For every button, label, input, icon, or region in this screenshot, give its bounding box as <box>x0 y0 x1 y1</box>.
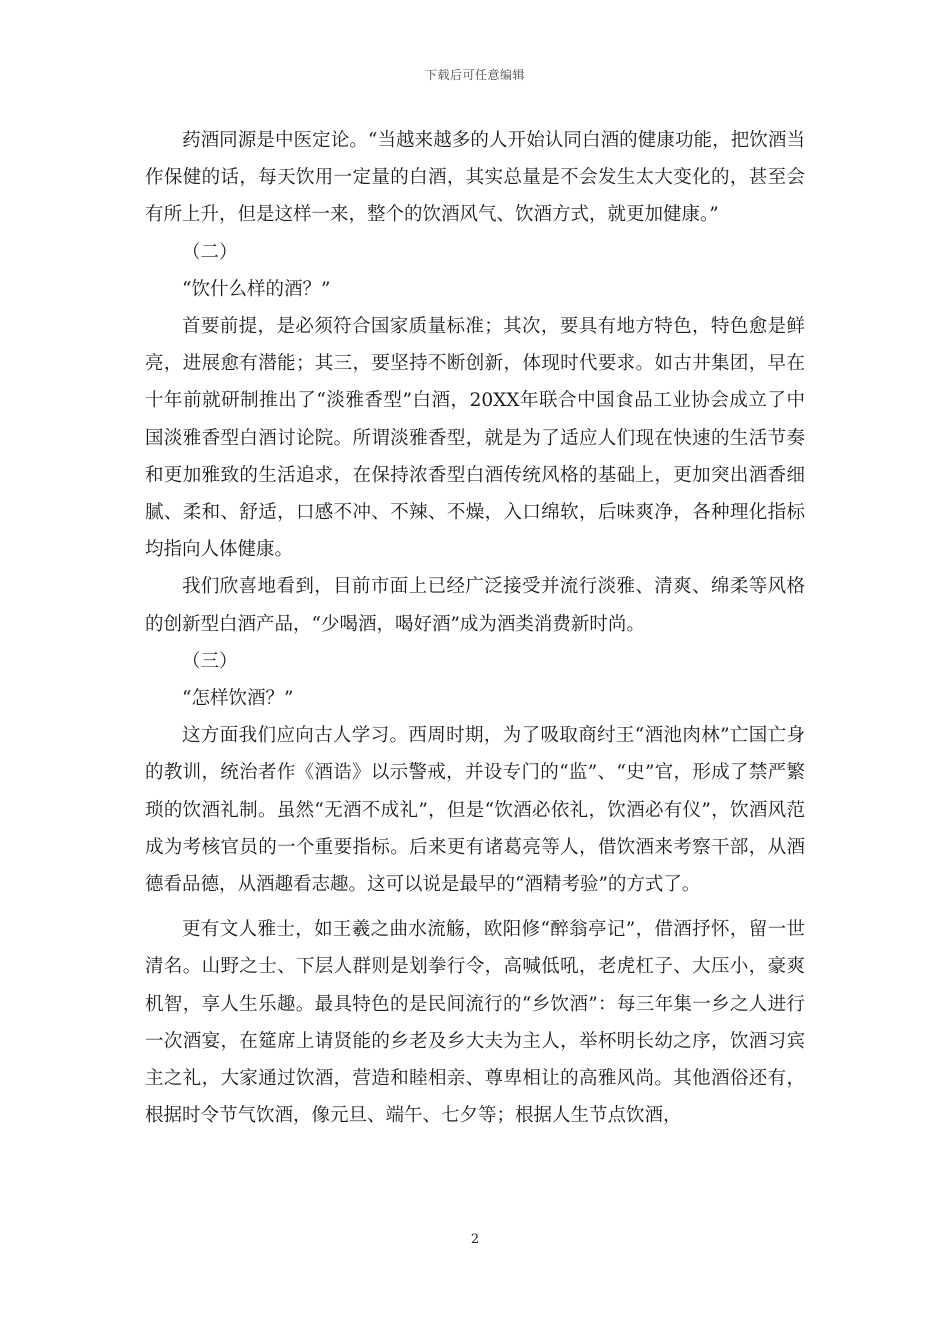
section-question-how-to-drink: “怎样饮酒？” <box>182 688 294 710</box>
paragraph-ancient-etiquette: 这方面我们应向古人学习。西周时期，为了吸取商纣王“酒池肉林”亡国亡身的教训，统治者作《酒诰》以示警戒，并设专门的“监”、“史”官，形成了禁严繁琐的饮酒礼制。虽然“无酒不成礼”，但是“饮酒必依礼，饮酒必有仪”，饮酒风范成为考核官员的一个重要指标。后来更有诸葛亮等人，借饮酒来考察干部，从酒德看品德，从酒趣看志趣。这可以说是最早的“酒精考验”的方式了。 <box>145 725 805 896</box>
document-body <box>145 122 805 1134</box>
section-question-what-wine: “饮什么样的酒？” <box>182 278 331 300</box>
section-heading-three: （三） <box>182 650 238 672</box>
paragraph-quality-standards: 首要前提，是必须符合国家质量标准；其次，要具有地方特色，特色愈是鲜亮，进展愈有潜能；其三，要坚持不断创新，体现时代要求。如古井集团，早在十年前就研制推出了“淡雅香型”白酒，20XX年联合中国食品工业协会成立了中国淡雅香型白酒讨论院。所谓淡雅香型，就是为了适应人们现在快速的生活节奏和更加雅致的生活追求，在保持浓香型白酒传统风格的基础上，更加突出酒香细腻、柔和、舒适，口感不冲、不辣、不燥，入口绵软，后味爽净，各种理化指标均指向人体健康。 <box>145 316 805 561</box>
paragraph-market-trend: 我们欣喜地看到，目前市面上已经广泛接受并流行淡雅、清爽、绵柔等风格的创新型白酒产品，“少喝酒，喝好酒”成为酒类消费新时尚。 <box>145 576 805 635</box>
page-header: 下载后可任意编辑 <box>424 68 525 82</box>
section-heading-two: （二） <box>182 241 238 263</box>
paragraph-medicinal-wine: 药酒同源是中医定论。“当越来越多的人开始认同白酒的健康功能，把饮酒当作保健的话，每天饮用一定量的白酒，其实总量是不会发生太大变化的，甚至会有所上升，但是这样一来，整个的饮酒风气、饮酒方式，就更加健康。” <box>145 130 805 226</box>
page-number: 2 <box>470 1232 480 1247</box>
paragraph-literati-customs: 更有文人雅士，如王羲之曲水流觞，欧阳修“醉翁亭记”，借酒抒怀，留一世清名。山野之士、下层人群则是划拳行令，高喊低吼，老虎杠子、大压小，豪爽机智，享人生乐趣。最具特色的是民间流行的“乡饮酒”：每三年集一乡之人进行一次酒宴，在筵席上请贤能的乡老及乡大夫为主人，举杯明长幼之序，饮酒习宾主之礼，大家通过饮酒，营造和睦相亲、尊卑相让的高雅风尚。其他酒俗还有，根据时令节气饮酒，像元旦、端午、七夕等；根据人生节点饮酒， <box>145 919 805 1127</box>
